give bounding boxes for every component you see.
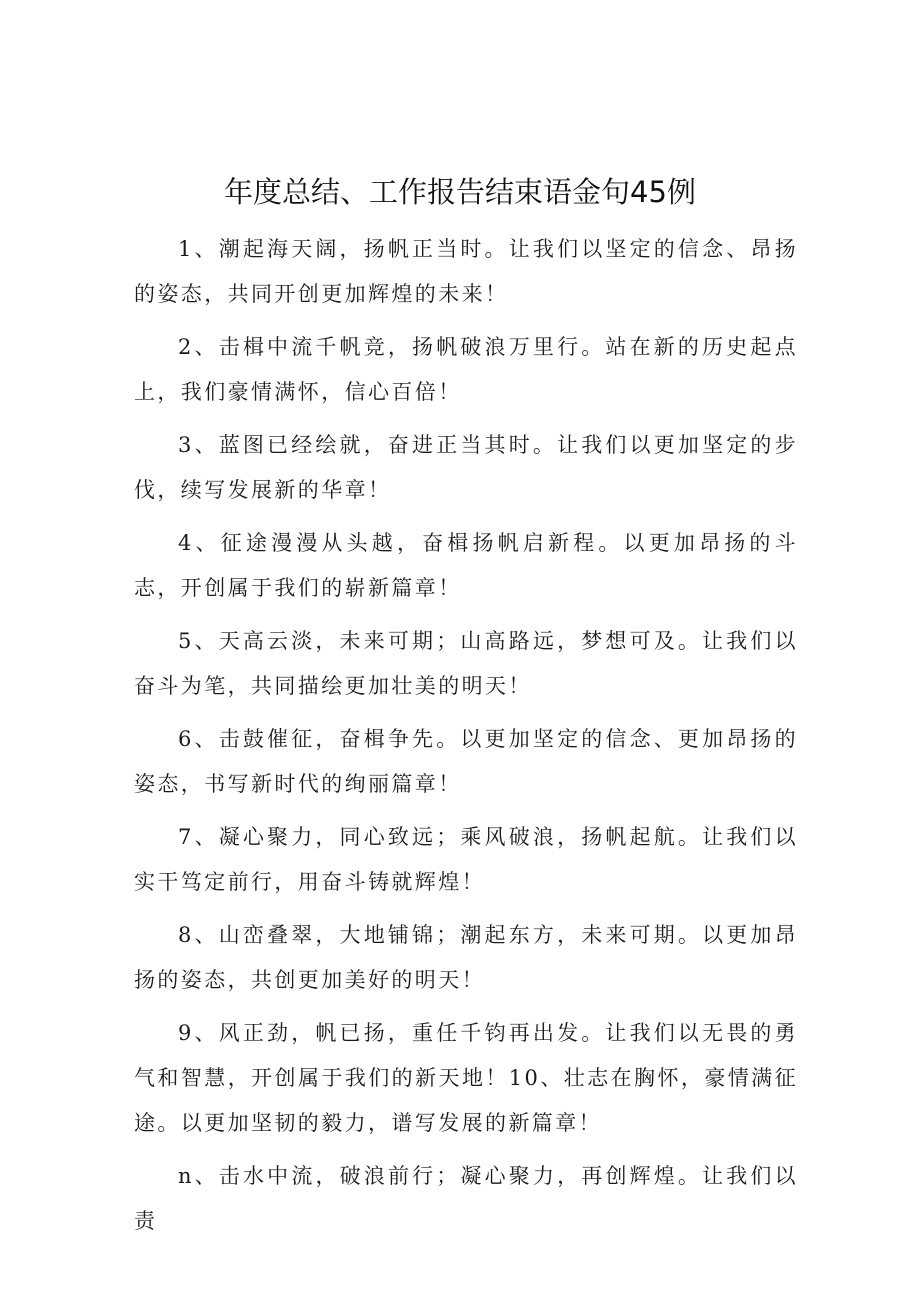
paragraph-9: 9、风正劲，帆已扬，重任千钧再出发。让我们以无畏的勇气和智慧，开创属于我们的新天地！10、壮志在胸怀，豪情满征途。以更加坚韧的毅力，谱写发展的新篇章！ [134, 1021, 798, 1135]
paragraph-6: 6、击鼓催征，奋楫争先。以更加坚定的信念、更加昂扬的姿态，书写新时代的绚丽篇章！ [134, 727, 798, 796]
paragraph-1: 1、潮起海天阔，扬帆正当时。让我们以坚定的信念、昂扬的姿态，共同开创更加辉煌的未来！ [134, 237, 798, 306]
paragraph-7: 7、凝心聚力，同心致远；乘风破浪，扬帆起航。让我们以实干笃定前行，用奋斗铸就辉煌！ [134, 825, 798, 894]
paragraph-2: 2、击楫中流千帆竞，扬帆破浪万里行。站在新的历史起点上，我们豪情满怀，信心百倍！ [134, 335, 798, 404]
paragraph-5: 5、天高云淡，未来可期；山高路远，梦想可及。让我们以奋斗为笔，共同描绘更加壮美的明天！ [134, 629, 798, 698]
document-body [134, 227, 798, 1252]
paragraph-8: 8、山峦叠翠，大地铺锦；潮起东方，未来可期。以更加昂扬的姿态，共创更加美好的明天！ [134, 923, 798, 992]
paragraph-4: 4、征途漫漫从头越，奋楫扬帆启新程。以更加昂扬的斗志，开创属于我们的崭新篇章！ [134, 531, 798, 600]
document-title: 年度总结、工作报告结束语金句45例 [224, 175, 696, 209]
paragraph-3: 3、蓝图已经绘就，奋进正当其时。让我们以更加坚定的步伐，续写发展新的华章！ [134, 433, 798, 502]
paragraph-11: n、击水中流，破浪前行；凝心聚力，再创辉煌。让我们以责 [134, 1164, 798, 1233]
